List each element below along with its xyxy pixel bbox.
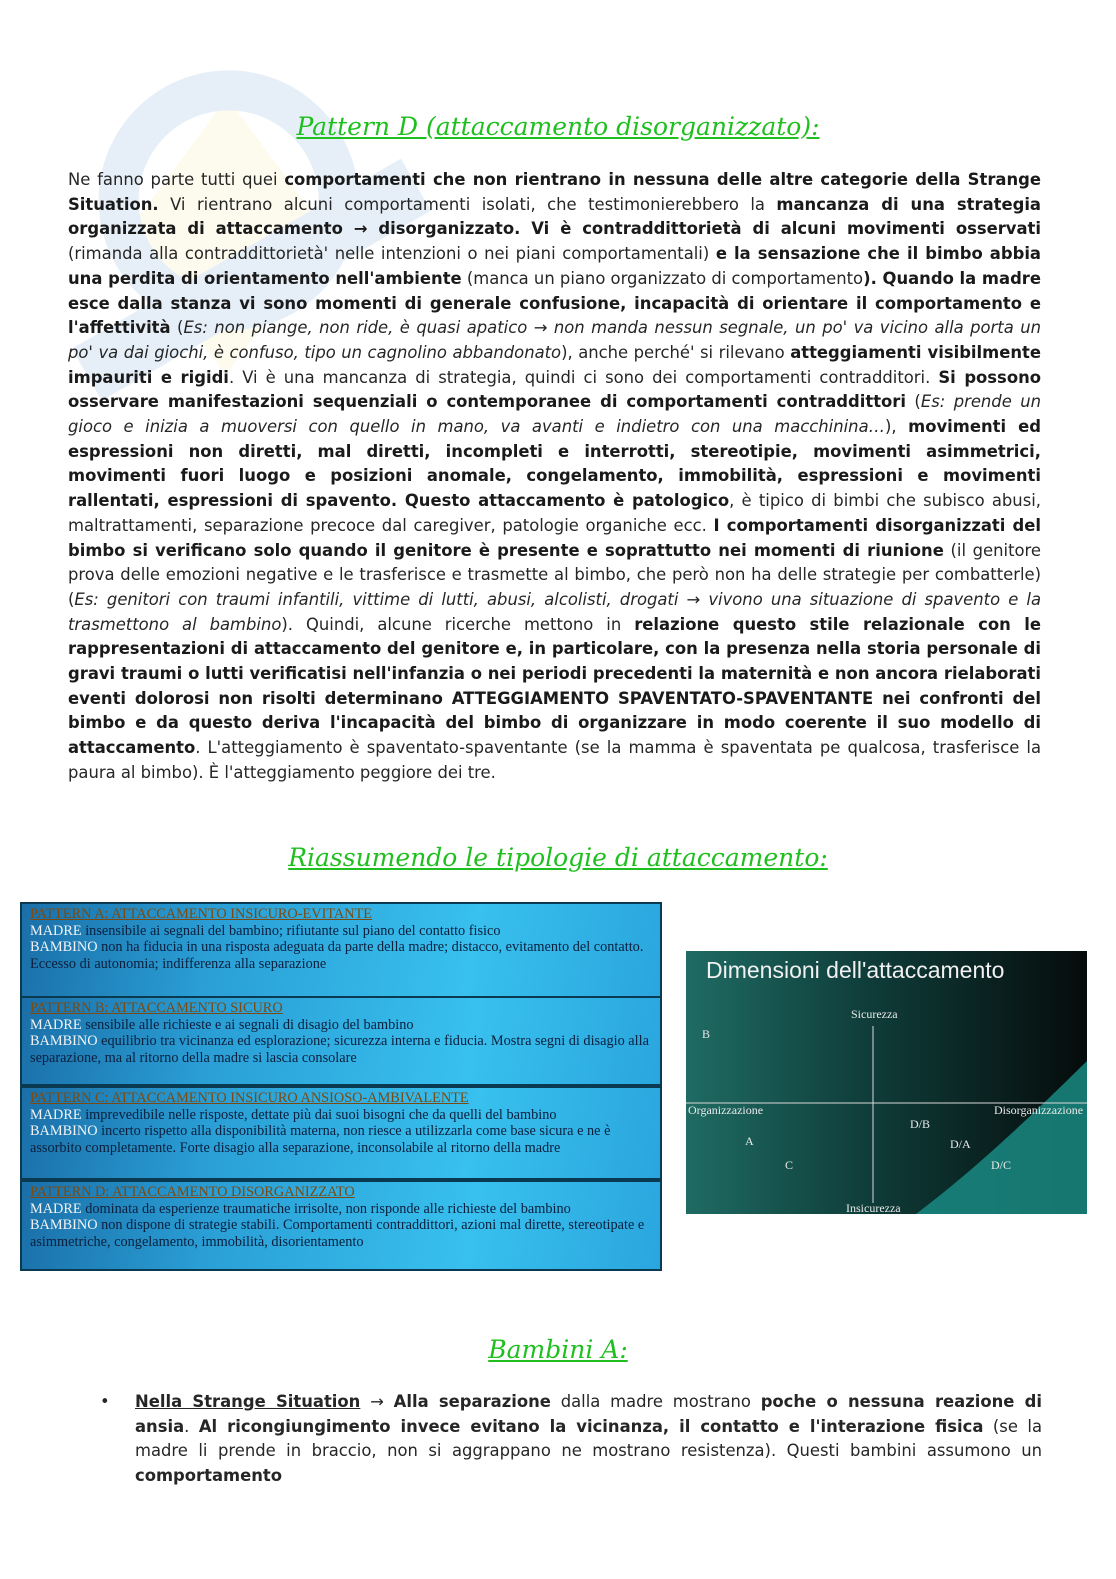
pattern-d-title: PATTERN D: ATTACCAMENTO DISORGANIZZATO	[30, 1184, 355, 1200]
madre-label: MADRE	[30, 1200, 82, 1217]
dimensions-title: Dimensioni dell'attaccamento	[706, 957, 1005, 983]
heading-riassumendo: Riassumendo le tipologie di attaccamento:	[288, 843, 828, 872]
pattern-a-box	[22, 904, 660, 996]
pattern-d-box	[22, 1182, 660, 1269]
label-a: A	[745, 1134, 754, 1148]
bambino-label: BAMBINO	[30, 1123, 98, 1140]
pattern-b-madre: sensibile alle richieste e ai segnali di disagio del bambino	[81, 1016, 414, 1033]
pattern-b-title: PATTERN B: ATTACCAMENTO SICURO	[30, 1000, 283, 1016]
madre-label: MADRE	[30, 1106, 82, 1123]
pattern-a-bambino: non ha fiducia in una risposta adeguata da parte della madre; distacco, evitamento del contatto. Eccesso di autonomia; indifferenza alla separazione	[30, 939, 644, 972]
pattern-c-bambino: incerto rispetto alla disponibilità materna, non riesce a utilizzarla come base sicura e ne è assorbito completamente. Forte disagio alla separazione, inconsolabile al ritorno della madre	[30, 1123, 611, 1156]
pattern-a-madre: insensibile ai segnali del bambino; rifiutante sul piano del contatto fisico	[81, 922, 501, 939]
bullet-dot: •	[100, 1392, 110, 1411]
label-organizzazione: Organizzazione	[688, 1103, 764, 1117]
heading-pattern-d: Pattern D (attaccamento disorganizzato):	[296, 112, 820, 141]
pattern-b-bambino: equilibrio tra vicinanza ed esplorazione; sicurezza interna e fiducia. Mostra segni di disagio alla separazione, ma al ritorno della madre si lascia consolare	[30, 1033, 649, 1066]
list-item: Nella Strange Situation → Alla separazione dalla madre mostrano poche o nessuna reazione di ansia. Al ricongiungimento invece evitano la vicinanza, il contatto e l'interazione fisica (se la madre li prende in braccio, non si aggrappano ne mostrano resistenza). Questi bambini assumono un comportamento	[135, 1392, 1043, 1486]
label-c: C	[785, 1158, 794, 1172]
pattern-d-madre: dominata da esperienze traumatiche irrisolte, non risponde alle richieste del bambino	[81, 1200, 571, 1217]
pattern-a-title: PATTERN A: ATTACCAMENTO INSICURO-EVITANTE	[30, 906, 373, 922]
label-b: B	[702, 1027, 711, 1041]
label-insicurezza: Insicurezza	[846, 1201, 901, 1214]
madre-label: MADRE	[30, 922, 82, 939]
label-db: D/B	[910, 1117, 931, 1131]
paragraph-pattern-d: Ne fanno parte tutti quei comportamenti che non rientrano in nessuna delle altre categorie della Strange Situation. Vi rientrano alcuni comportamenti isolati, che testimonierebbero la mancanza di una strategia organizzata di attaccamento → disorganizzato. Vi è contraddittorietà di alcuni movimenti osservati (rimanda alla contraddittorietà' nelle intenzioni o nei piani comportamentali) e la sensazione che il bimbo abbia una perdita di orientamento nell'ambiente (manca un piano organizzato di comportamento). Quando la madre esce dalla stanza vi sono momenti di generale confusione, incapacità di orientare il comportamento e l'affettività (Es: non piange, non ride, è quasi apatico → non manda nessun segnale, un po' va vicino alla porta un po' va dai giochi, è confuso, tipo un cagnolino abbandonato), anche perché' si rilevano atteggiamenti visibilmente impauriti e rigidi. Vi è una mancanza di strategia, quindi ci sono dei comportamenti contradditori. Si possono osservare manifestazioni sequenziali o contemporanee di comportamenti contraddittori (Es: prende un gioco e inizia a muoversi con quello in mano, va avanti e indietro con una macchinina…), movimenti ed espressioni non diretti, mal diretti, incompleti e interrotti, stereotipie, movimenti asimmetrici, movimenti fuori luogo e posizioni anomale, congelamento, immobilità, espressioni e movimenti rallentati, espressioni di spavento. Questo attaccamento è patologico, è tipico di bimbi che subisco abusi, maltrattamenti, separazione precoce dal caregiver, patologie organiche ecc. I comportamenti disorganizzati del bimbo si verificano solo quando il genitore è presente e soprattutto nei momenti di riunione (il genitore prova delle emozioni negative e le trasferisce e trasmette al bimbo, che però non ha delle strategie per combatterle) (Es: genitori con traumi infantili, vittime di lutti, abusi, alcolisti, drogati → vivono una situazione di spavento e la trasmettono al bambino). Quindi, alcune ricerche mettono in relazione questo stile relazionale con le rappresentazioni di attaccamento del genitore e, in particolare, con la presenza nella storia personale di gravi traumi o lutti verificatisi nell'infanzia o nei periodi precedenti la maternità e non ancora rielaborati eventi dolorosi non risolti determinano ATTEGGIAMENTO SPAVENTATO-SPAVENTANTE nei confronti del bimbo e da questo deriva l'incapacità del bimbo di organizzare in modo coerente il suo modello di attaccamento. L'atteggiamento è spaventato-spaventante (se la mamma è spaventata pe qualcosa, trasferisce la paura al bimbo). È l'atteggiamento peggiore dei tre.	[68, 170, 1042, 782]
pattern-c-title: PATTERN C: ATTACCAMENTO INSICURO ANSIOSO-AMBIVALENTE	[30, 1090, 469, 1106]
bambino-label: BAMBINO	[30, 1033, 98, 1050]
patterns-table-image	[20, 902, 662, 1271]
label-disorganizzazione: Disorganizzazione	[994, 1103, 1084, 1117]
pattern-b-box	[22, 998, 660, 1084]
label-da: D/A	[950, 1137, 971, 1151]
pattern-c-box	[22, 1088, 660, 1178]
label-dc: D/C	[991, 1158, 1012, 1172]
bambino-label: BAMBINO	[30, 939, 98, 956]
heading-bambini-a: Bambini A:	[488, 1335, 628, 1364]
madre-label: MADRE	[30, 1016, 82, 1033]
dimensions-diagram	[686, 951, 1087, 1214]
bambino-label: BAMBINO	[30, 1217, 98, 1234]
pattern-c-madre: imprevedibile nelle risposte, dettate più dai suoi bisogni che da quelli del bambino	[81, 1106, 557, 1123]
curve-shape	[916, 1061, 1087, 1214]
dimensions-axes	[686, 951, 1087, 1214]
label-sicurezza: Sicurezza	[851, 1007, 898, 1021]
pattern-d-bambino: non dispone di strategie stabili. Comportamenti contraddittori, azioni mal dirette, stereotipate e asimmetriche, congelamento, immobilità, disorientamento	[30, 1217, 645, 1250]
